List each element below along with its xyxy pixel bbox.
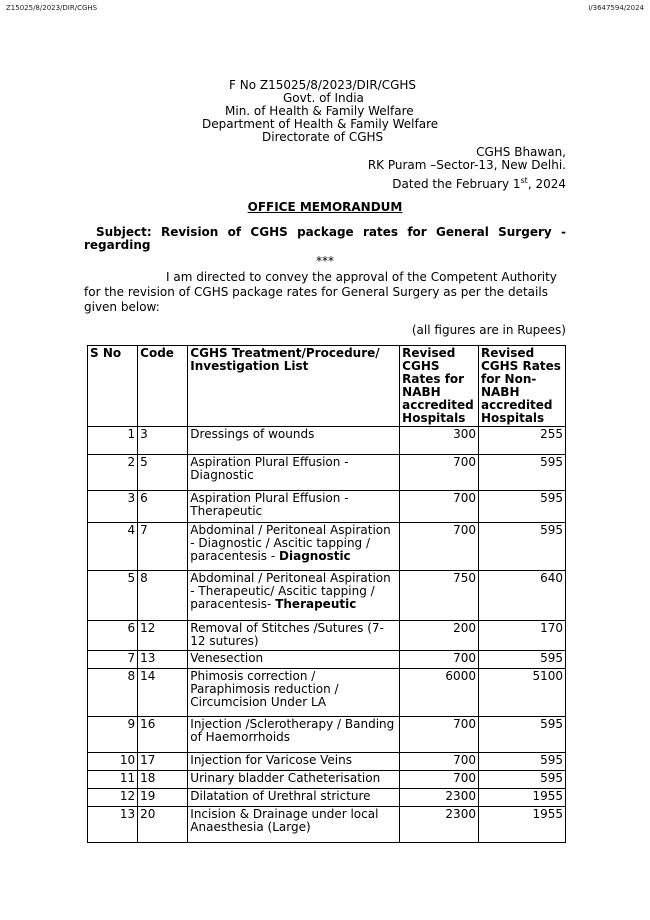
cell-code: 5: [138, 455, 188, 491]
file-number: F No Z15025/8/2023/DIR/CGHS: [229, 78, 417, 92]
table-row: [88, 771, 566, 789]
cell-nabh-rate: 200: [400, 621, 479, 651]
cell-nabh-rate: 2300: [400, 789, 479, 807]
cell-nabh-rate: 700: [400, 717, 479, 753]
header-treatment: CGHS Treatment/Procedure/ Investigation List: [188, 346, 400, 427]
directorate-line: Directorate of CGHS: [262, 130, 384, 144]
cell-code: 18: [138, 771, 188, 789]
treatment-text: Dilatation of Urethral stricture: [190, 789, 371, 803]
table-row: [88, 669, 566, 717]
cell-non-nabh-rate: 1955: [478, 807, 565, 843]
cell-treatment: [188, 753, 400, 771]
cell-nabh-rate: 700: [400, 523, 479, 571]
cell-nabh-rate: 700: [400, 651, 479, 669]
table-row: [88, 455, 566, 491]
bhawan-line: CGHS Bhawan,: [476, 145, 566, 159]
treatment-text: Venesection: [190, 651, 264, 665]
cell-treatment: [188, 789, 400, 807]
table-row: [88, 523, 566, 571]
cell-sno: 4: [88, 523, 138, 571]
cell-sno: 8: [88, 669, 138, 717]
department-line: Department of Health & Family Welfare: [202, 117, 439, 131]
cell-sno: 3: [88, 491, 138, 523]
cell-sno: 9: [88, 717, 138, 753]
cell-treatment: [188, 771, 400, 789]
treatment-text: Abdominal / Peritoneal Aspiration - Diagnostic / Ascitic tapping / paracentesis -: [190, 523, 391, 563]
treatment-emphasis: Diagnostic: [279, 549, 351, 563]
cell-nabh-rate: 6000: [400, 669, 479, 717]
ministry-line: Min. of Health & Family Welfare: [225, 104, 414, 118]
cell-nabh-rate: 700: [400, 455, 479, 491]
cell-treatment: [188, 807, 400, 843]
table-row: [88, 789, 566, 807]
cell-sno: 7: [88, 651, 138, 669]
cell-treatment: [188, 669, 400, 717]
cell-sno: 1: [88, 427, 138, 455]
treatment-text: Phimosis correction / Paraphimosis reduction / Circumcision Under LA: [190, 669, 339, 709]
table-row: [88, 571, 566, 621]
cell-non-nabh-rate: 1955: [478, 789, 565, 807]
subject: [84, 226, 566, 252]
cell-non-nabh-rate: 595: [478, 491, 565, 523]
cell-code: 12: [138, 621, 188, 651]
cell-code: 8: [138, 571, 188, 621]
figures-note: (all figures are in Rupees): [411, 323, 566, 337]
treatment-text: Dressings of wounds: [190, 427, 315, 441]
cell-nabh-rate: 700: [400, 491, 479, 523]
header-non-nabh-rate: Revised CGHS Rates for Non-NABH accredited Hospitals: [478, 346, 565, 427]
cell-non-nabh-rate: 595: [478, 771, 565, 789]
cell-code: 17: [138, 753, 188, 771]
cell-nabh-rate: 2300: [400, 807, 479, 843]
cell-sno: 5: [88, 571, 138, 621]
body-line-3: given below:: [84, 300, 160, 314]
cell-code: 13: [138, 651, 188, 669]
rates-table: [87, 345, 566, 843]
table-row: [88, 651, 566, 669]
cell-code: 6: [138, 491, 188, 523]
treatment-text: Abdominal / Peritoneal Aspiration - Therapeutic/ Ascitic tapping / paracentesis-: [190, 571, 391, 611]
table-header-row: [88, 346, 566, 427]
cell-sno: 10: [88, 753, 138, 771]
body-paragraph: [84, 270, 566, 315]
cell-treatment: [188, 455, 400, 491]
cell-nabh-rate: 700: [400, 771, 479, 789]
treatment-text: Removal of Stitches /Sutures (7-12 sutures): [190, 621, 384, 648]
treatment-text: Aspiration Plural Effusion - Diagnostic: [190, 455, 349, 482]
cell-sno: 2: [88, 455, 138, 491]
subject-line-2: regarding: [84, 238, 151, 252]
location-line: RK Puram –Sector-13, New Delhi.: [367, 158, 566, 172]
cell-code: 19: [138, 789, 188, 807]
cell-sno: 6: [88, 621, 138, 651]
cell-sno: 13: [88, 807, 138, 843]
cell-code: 14: [138, 669, 188, 717]
treatment-text: Incision & Drainage under local Anaesthesia (Large): [190, 807, 379, 834]
cell-code: 20: [138, 807, 188, 843]
cell-non-nabh-rate: 640: [478, 571, 565, 621]
cell-sno: 12: [88, 789, 138, 807]
table-row: [88, 717, 566, 753]
cell-non-nabh-rate: 595: [478, 753, 565, 771]
subject-line-1: Subject: Revision of CGHS package rates for General Surgery -: [96, 225, 566, 239]
cell-code: 3: [138, 427, 188, 455]
cell-non-nabh-rate: 595: [478, 455, 565, 491]
cell-treatment: [188, 651, 400, 669]
separator: ***: [316, 254, 334, 268]
cell-code: 7: [138, 523, 188, 571]
cell-code: 16: [138, 717, 188, 753]
header-code: Code: [138, 346, 188, 427]
cell-treatment: [188, 717, 400, 753]
treatment-text: Aspiration Plural Effusion - Therapeutic: [190, 491, 349, 518]
cell-non-nabh-rate: 5100: [478, 669, 565, 717]
cell-treatment: [188, 571, 400, 621]
govt-line: Govt. of India: [283, 91, 364, 105]
cell-non-nabh-rate: 170: [478, 621, 565, 651]
date-line: Dated the February 1st, 2024: [392, 176, 566, 191]
table-row: [88, 427, 566, 455]
cell-non-nabh-rate: 595: [478, 651, 565, 669]
table-row: [88, 621, 566, 651]
cell-treatment: [188, 621, 400, 651]
header-nabh-rate: Revised CGHS Rates for NABH accredited Hospitals: [400, 346, 479, 427]
table-row: [88, 753, 566, 771]
cell-non-nabh-rate: 595: [478, 717, 565, 753]
table-row: [88, 807, 566, 843]
treatment-text: Injection /Sclerotherapy / Banding of Haemorrhoids: [190, 717, 395, 744]
cell-treatment: [188, 491, 400, 523]
treatment-text: Urinary bladder Catheterisation: [190, 771, 381, 785]
cell-nabh-rate: 700: [400, 753, 479, 771]
header-sno: S No: [88, 346, 138, 427]
table-row: [88, 491, 566, 523]
cell-nabh-rate: 300: [400, 427, 479, 455]
cell-treatment: [188, 523, 400, 571]
treatment-emphasis: Therapeutic: [275, 597, 357, 611]
body-line-1: I am directed to convey the approval of the Competent Authority: [166, 270, 557, 284]
page-header-file-ref: Z15025/8/2023/DIR/CGHS: [6, 4, 98, 12]
body-line-2: for the revision of CGHS package rates for General Surgery as per the details: [84, 285, 548, 299]
cell-treatment: [188, 427, 400, 455]
cell-non-nabh-rate: 595: [478, 523, 565, 571]
cell-nabh-rate: 750: [400, 571, 479, 621]
cell-non-nabh-rate: 255: [478, 427, 565, 455]
cell-sno: 11: [88, 771, 138, 789]
memo-title: OFFICE MEMORANDUM: [247, 200, 403, 214]
page-header-doc-id: I/3647594/2024: [588, 4, 644, 12]
treatment-text: Injection for Varicose Veins: [190, 753, 352, 767]
